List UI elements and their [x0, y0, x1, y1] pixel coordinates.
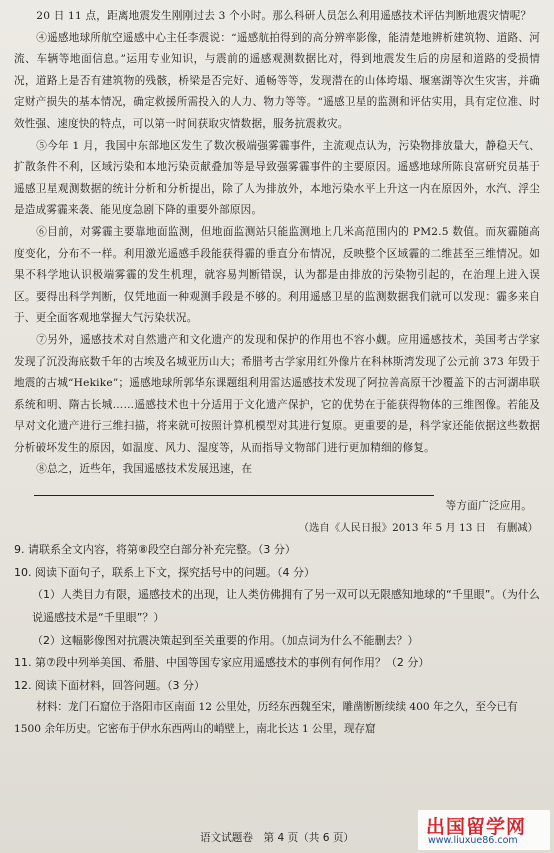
source-note: （选自《人民日报》2013 年 5 月 13 日 有删减） — [298, 521, 538, 534]
paragraph-intro: 20 日 11 点，距离地震发生刚刚过去 3 个小时。那么科研人员怎么利用遥感技术评估判断地震灾情呢？ — [36, 10, 532, 22]
paragraph-5: ⑤今年 1 月，我国中东部地区发生了数次极端强雾霾事件，主流观点认为，污染物排放量大，静稳天气、扩散条件不利，区域污染和本地污染贡献叠加等是导致强雾霾事件的主要原因。遥感地球所陈良富研究员基于遥感卫星观测数据的统计分析和分析提出，除了人为排放外，本地污染水平上升这一内在原因外，水汽、浮尘是造成雾霾来袭、能见度急剧下降的重要外部原因。 — [14, 139, 540, 217]
watermark-url: www.liuxue86.com — [428, 835, 518, 846]
question-12: 12. 阅读下面材料，回答问题。（3 分） — [14, 678, 205, 692]
paragraph-7: ⑦另外，遥感技术对自然遗产和文化遗产的发现和保护的作用也不容小觑。应用遥感技术，美国考古学家发现了沉没海底数千年的古埃及名城亚历山大；希腊考古学家用红外像片在科林斯湾发现了公元前 373 年毁于地震的古城“Hekike”；遥感地球所郭华东课题组利用雷达遥感技术发现了阿拉善高原干沙覆盖下的古河湖串联系统和明、隋古长城……遥感技术也十分适用于文化遗产保护，它的优势在于能获得物体的三维图像。若能及早对文化遗产进行三维扫描，将来就可按照计算机模型对其进行复原。更重要的是，科学家还能依据这些数据分析破坏发生的原因，如温度、风力、湿度等，从而指导文物部门进行更加精细的修复。 — [14, 333, 540, 454]
page-footer: 语文试题卷 第 4 页（共 6 页） — [199, 832, 355, 844]
question-10-part-1: （1）人类目力有限，遥感技术的出现，让人类仿佛拥有了另一双可以无限感知地球的“千里眼”。（为什么说遥感技术是“千里眼”？） — [32, 588, 540, 625]
question-9: 9. 请联系全文内容，将第⑧段空白部分补充完整。（3 分） — [14, 543, 296, 557]
paragraph-6: ⑥目前，对雾霾主要靠地面监测，但地面监测站只能监测地上几米高范围内的 PM2.5 数值。而灰霾随高度变化，分布不一样。利用激光遥感手段能获得霾的垂直分布情况，反映整个区域霾的二维甚至三维情况。如果不科学地认识极端雾霾的发生机理，就容易判断错误，认为都是由排放的污染物引起的，在治理上进入误区。要得出科学判断，仅凭地面一种观测手段是不够的。利用遥感卫星的监测数据我们就可以发现：霾多来自于、更全面客观地掌握大气污染状况。 — [14, 225, 540, 325]
paragraph-8-tail: 等方面广泛应用。 — [445, 500, 532, 513]
watermark-logo — [418, 810, 550, 850]
paragraph-4: ④遥感地球所航空遥感中心主任李震说：“遥感航拍得到的高分辨率影像，能清楚地辨析建筑物、道路、河流、车辆等地面信息。”运用专业知识，与震前的遥感观测数据比对，得到地震发生后的房屋和道路的受损情况，道路上是否有建筑物的残骸，桥梁是否完好、通畅等等，发现潜在的山体垮塌、堰塞湖等次生灾害，并确定财产损失的基本情况，确定救援所需投入的人力、物力等等。“遥感卫星的监测和评估实用，具有定位准、时效性强、速度快的特点，可以第一时间获取灾情数据，服务抗震救灾。 — [14, 31, 540, 130]
paragraph-8-text: ⑧总之，近些年，我国遥感技术发展迅速，在 — [36, 463, 253, 476]
question-11: 11. 第⑦段中列举美国、希腊、中国等国专家应用遥感技术的事例有何作用？（2 分） — [14, 656, 430, 670]
question-10-part-2: （2）这幅影像图对抗震决策起到至关重要的作用。（加点词为什么不能删去？） — [32, 633, 419, 647]
watermark-name: 出国留学网 — [426, 816, 527, 838]
answer-blank-line[interactable] — [34, 481, 434, 496]
question-12-material: 材料：龙门石窟位于洛阳市区南面 12 公里处，历经东西魏至宋，雕凿断断续续 400 年之久，至今已有 1500 余年历史。它密布于伊水东西两山的峭壁上，南北长达 1 公里，现存窟 — [14, 701, 518, 735]
question-10: 10. 阅读下面句子，联系上下文，探究括号中的问题。（4 分） — [14, 565, 315, 579]
paragraph-8 — [14, 459, 540, 517]
